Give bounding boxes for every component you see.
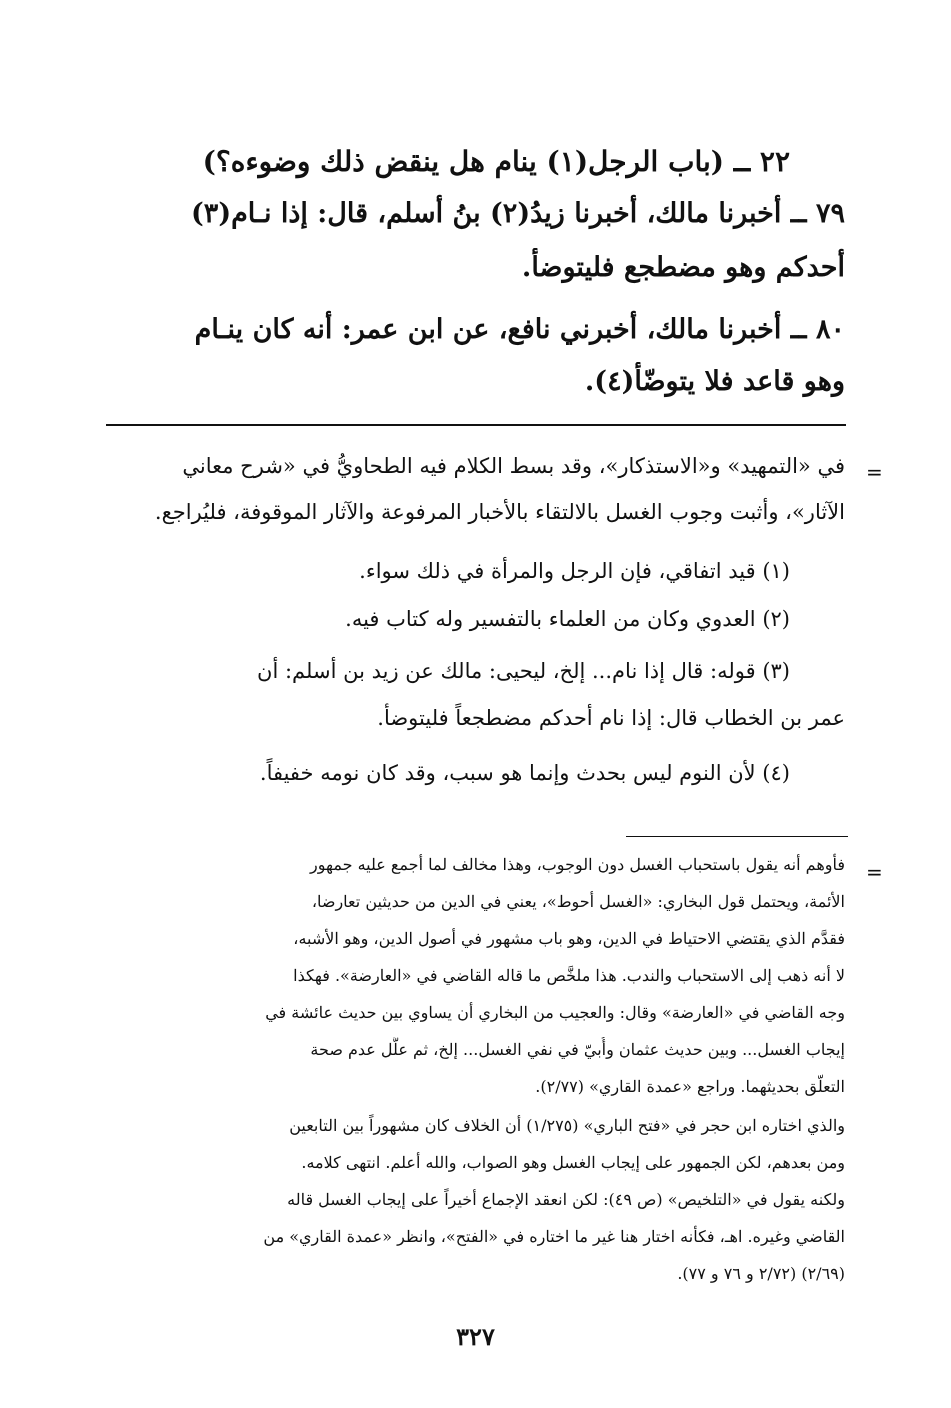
continued-note-line: ولكنه يقول في «التلخيص» (ص ٤٩): لكن انعقد الإجماع أخيراً على إيجاب الغسل قاله	[287, 1190, 845, 1209]
hadith-80-line-2: وهو قاعد فلا يتوضّأ(٤).	[584, 366, 845, 397]
footnote-continuation-line-2: الآثار»، وأثبت وجوب الغسل بالالتقاء بالأخبار المرفوعة والآثار الموقوفة، فليُراجع.	[154, 500, 845, 524]
footnote-2: (٢) العدوي وكان من العلماء بالتفسير وله كتاب فيه.	[345, 607, 790, 631]
continued-note-line: إيجاب الغسل... وبين حديث عثمان وأُبيّ في نفي الغسل... إلخ، ثم علَّل عدم صحة	[310, 1040, 845, 1059]
continued-note-line: والذي اختاره ابن حجر في «فتح الباري» (١/٢٧٥) أن الخلاف كان مشهوراً بين التابعين	[289, 1116, 845, 1135]
continued-note-line: التعلّق بحديثهما. وراجع «عمدة القاري» (٢/٧٧).	[535, 1077, 845, 1096]
continued-note-line: الأئمة، ويحتمل قول البخاري: «الغسل أحوط»، يعني في الدين من حديثين تعارضا،	[311, 892, 845, 911]
continued-note-line: فقدَّم الذي يقتضي الاحتياط في الدين، وهو باب مشهور في أصول الدين، وهو الأشبه،	[293, 929, 845, 948]
page-number: ٣٢٧	[456, 1322, 495, 1351]
footnote-1: (١) قيد اتفاقي، فإن الرجل والمرأة في ذلك سواء.	[359, 559, 790, 583]
footnote-3-line-2: عمر بن الخطاب قال: إذا نام أحدكم مضطجعاً فليتوضأ.	[377, 706, 845, 730]
hadith-79-line-2: أحدكم وهو مضطجع فليتوضأْ.	[521, 252, 845, 283]
continuation-marker-top: =	[866, 460, 883, 484]
continued-note-line: القاضي وغيره. اهـ، فكأنه اختار هنا غير ما اختاره في «الفتح»، وانظر «عمدة القاري» من	[263, 1227, 845, 1246]
hadith-79-line-1: ٧٩ ــ أخبرنا مالك، أخبرنا زيدُ(٢) بنُ أسلم، قال: إذا نـام(٣)	[191, 198, 845, 229]
continued-notes-separator	[626, 836, 848, 837]
continued-note-line: ومن بعدهم، لكن الجمهور على إيجاب الغسل وهو الصواب، والله أعلم. انتهى كلامه.	[301, 1153, 845, 1172]
continuation-marker-bottom: =	[866, 860, 883, 884]
footnote-continuation-line-1: في «التمهيد» و«الاستذكار»، وقد بسط الكلام فيه الطحاويُّ في «شرح معاني	[182, 454, 845, 478]
footnote-4: (٤) لأن النوم ليس بحدث وإنما هو سبب، وقد كان نومه خفيفاً.	[259, 761, 790, 785]
continued-note-line: وجه القاضي في «العارضة» وقال: والعجيب من البخاري أن يساوي بين حديث عائشة في	[265, 1003, 845, 1022]
main-footnote-separator	[106, 424, 846, 426]
hadith-80-line-1: ٨٠ ــ أخبرنا مالك، أخبرني نافع، عن ابن عمر: أنه كان ينـام	[194, 314, 845, 345]
continued-note-line: فأوهم أنه يقول باستحباب الغسل دون الوجوب، وهذا مخالف لما أجمع عليه جمهور	[309, 855, 845, 874]
chapter-heading: ٢٢ ــ (باب الرجل(١) ينام هل ينقض ذلك وضوءه؟)	[202, 145, 790, 178]
continued-note-line: (٢/٦٩) (٢/٧٢ و ٧٦ و ٧٧).	[677, 1264, 845, 1283]
footnote-3-line-1: (٣) قوله: قال إذا نام... إلخ، ليحيى: مالك عن زيد بن أسلم: أن	[257, 659, 790, 683]
continued-note-line: لا أنه ذهب إلى الاستحباب والندب. هذا ملخَّص ما قاله القاضي في «العارضة». فهكذا	[293, 966, 845, 985]
